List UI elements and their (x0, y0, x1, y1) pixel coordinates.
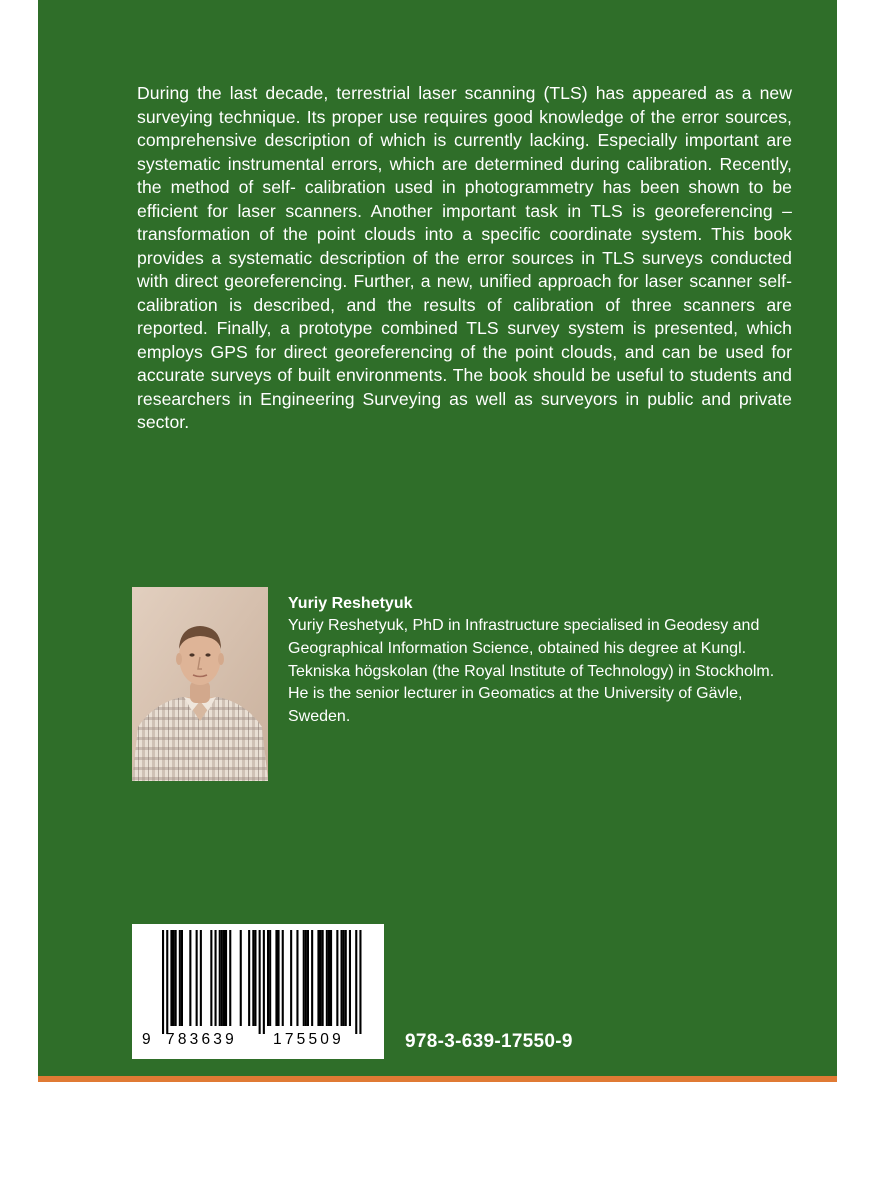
book-description: During the last decade, terrestrial laser scanning (TLS) has appeared as a new surveying technique. Its proper use requires good knowledge of the error sources, comprehensive description of which is currently lacking. Especially important are systematic instrumental errors, which are determined during calibration. Recently, the method of self- calibration used in photogrammetry has been shown to be efficient for laser scanners. Another important task in TLS is georeferencing – transformation of the point clouds into a specific coordinate system. This book provides a systematic description of the error sources in TLS surveys conducted with direct georeferencing. Further, a new, unified approach for laser scanner self-calibration is described, and the results of calibration of three scanners are reported. Finally, a prototype combined TLS survey system is presented, which employs GPS for direct georeferencing of the point clouds, and can be used for accurate surveys of built environments. The book should be useful to students and researchers in Engineering Surveying as well as surveyors in public and private sector. (137, 83, 792, 432)
barcode-bar (225, 930, 227, 1026)
barcode-bar (267, 930, 269, 1026)
barcode-bar (229, 930, 231, 1026)
barcode-bar (320, 930, 322, 1026)
barcode-bar (282, 930, 284, 1026)
barcode-lead-digit: 9 (142, 1031, 154, 1048)
barcode-guard-bar (259, 930, 261, 1034)
author-bio: Yuriy Reshetyuk, PhD in Infrastructure specialised in Geodesy and Geographical Information Science, obtained his degree at Kungl. Tekniska högskolan (the Royal Institute of Technology) in Stockholm. He is the senior lecturer in Geomatics at the University of Gävle, Sweden. (288, 617, 775, 726)
barcode-bar (275, 930, 277, 1026)
barcode-guard-bar (162, 930, 164, 1034)
barcode-guard-bar (359, 930, 361, 1034)
barcode-right-group: 175509 (273, 1031, 344, 1048)
barcode-bar (210, 930, 212, 1026)
barcode-bar (349, 930, 351, 1026)
barcode-bar (179, 930, 181, 1026)
barcode-bar (317, 930, 319, 1026)
barcode-bar (254, 930, 256, 1026)
barcode-bar (223, 930, 225, 1026)
barcode-bars (132, 924, 384, 1034)
barcode-guard-bar (166, 930, 168, 1034)
barcode-bar (290, 930, 292, 1026)
barcode-bar (248, 930, 250, 1026)
barcode-bar (240, 930, 242, 1026)
barcode-bar (252, 930, 254, 1026)
barcode-bar (311, 930, 313, 1026)
barcode-digits (132, 1031, 384, 1053)
barcode-bar (328, 930, 330, 1026)
barcode-bar (181, 930, 183, 1026)
barcode-bar (303, 930, 305, 1026)
barcode-bar (330, 930, 332, 1026)
barcode-guard-bar (263, 930, 265, 1034)
barcode-bar (322, 930, 324, 1026)
barcode-bar (200, 930, 202, 1026)
isbn-number: 978-3-639-17550-9 (405, 1031, 573, 1052)
barcode-bar (219, 930, 221, 1026)
barcode-bar (345, 930, 347, 1026)
barcode-bar (341, 930, 343, 1026)
barcode-bar (189, 930, 191, 1026)
author-photo (132, 587, 268, 781)
barcode-bar (305, 930, 307, 1026)
barcode-bar (336, 930, 338, 1026)
barcode-bar (215, 930, 217, 1026)
barcode-guard-bar (355, 930, 357, 1034)
barcode-bar (269, 930, 271, 1026)
barcode-bar (307, 930, 309, 1026)
barcode-bar (196, 930, 198, 1026)
author-name: Yuriy Reshetyuk (288, 595, 413, 612)
barcode-bar (296, 930, 298, 1026)
barcode-bar (343, 930, 345, 1026)
barcode-bar (170, 930, 172, 1026)
barcode-bar (326, 930, 328, 1026)
barcode-bar (278, 930, 280, 1026)
isbn-barcode (132, 924, 384, 1059)
barcode-bar (173, 930, 175, 1026)
barcode-bar (221, 930, 223, 1026)
orange-accent-band (38, 1076, 837, 1082)
barcode-bar (175, 930, 177, 1026)
barcode-left-group: 783639 (166, 1031, 237, 1048)
